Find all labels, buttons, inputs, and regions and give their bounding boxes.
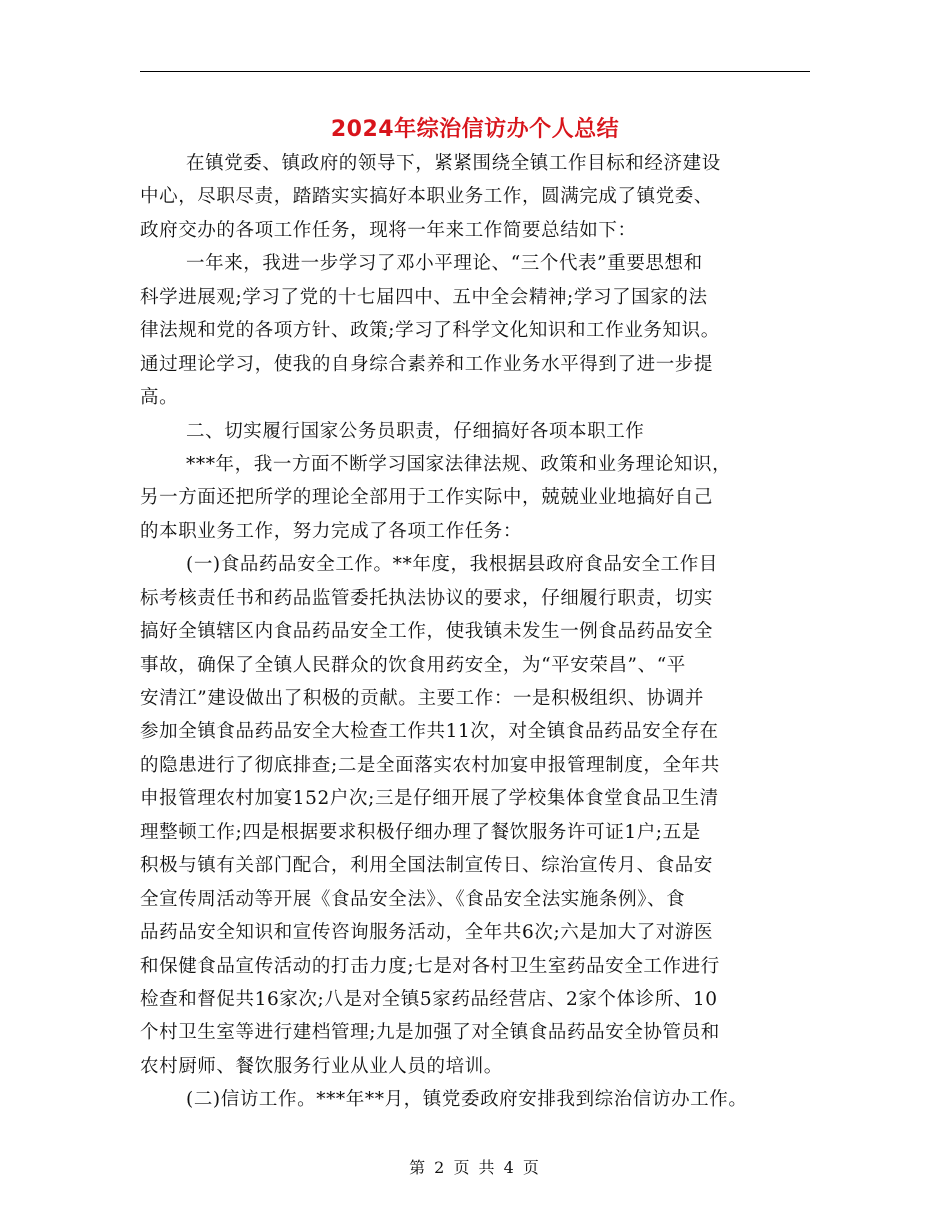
header-rule — [140, 71, 810, 72]
text-line: 事故，确保了全镇人民群众的饮食用药安全，为“平安荣昌”、“平 — [140, 654, 686, 676]
text-line: 二、切实履行国家公务员职责，仔细搞好各项本职工作 — [186, 420, 645, 442]
text-line: 中心，尽职尽责，踏踏实实搞好本职业务工作，圆满完成了镇党委、 — [140, 186, 714, 208]
text-line: ***年，我一方面不断学习国家法律法规、政策和业务理论知识， — [186, 453, 732, 475]
text-line: 检查和督促共16家次;八是对全镇5家药品经营店、2家个体诊所、10 — [140, 988, 718, 1010]
text-line: 通过理论学习，使我的自身综合素养和工作业务水平得到了进一步提 — [140, 353, 714, 375]
text-line: 在镇党委、镇政府的领导下，紧紧围绕全镇工作目标和经济建设 — [186, 153, 721, 174]
text-line: 搞好全镇辖区内食品药品安全工作，使我镇未发生一例食品药品安全 — [140, 621, 714, 643]
text-line: 安清江”建设做出了积极的贡献。主要工作：一是积极组织、协调并 — [140, 688, 704, 709]
text-line: 农村厨师、餐饮服务行业从业人员的培训。 — [140, 1055, 503, 1077]
document-title: 2024年综治信访办个人总结 — [330, 117, 620, 142]
text-line: 一年来，我进一步学习了邓小平理论、“三个代表”重要思想和 — [186, 253, 703, 275]
text-line: 全宣传周活动等开展《食品安全法》、《食品安全法实施条例》、食 — [140, 888, 686, 910]
text-line: 参加全镇食品药品安全大检查工作共11次，对全镇食品药品安全存在 — [140, 721, 719, 743]
text-line: 理整顿工作;四是根据要求积极仔细办理了餐饮服务许可证1户;五是 — [140, 821, 701, 843]
page-footer: 第 2 页 共 4 页 — [409, 1158, 541, 1177]
text-line: 政府交办的各项工作任务，现将一年来工作简要总结如下： — [140, 219, 637, 241]
text-line: 积极与镇有关部门配合，利用全国法制宣传日、综治宣传月、食品安 — [140, 855, 714, 877]
text-line: 个村卫生室等进行建档管理;九是加强了对全镇食品药品安全协管员和 — [140, 1022, 720, 1044]
text-line: 和保健食品宣传活动的打击力度;七是对各村卫生室药品安全工作进行 — [140, 955, 720, 977]
text-line: 的隐患进行了彻底排查;二是全面落实农村加宴申报管理制度，全年共 — [140, 754, 720, 776]
text-line: 品药品安全知识和宣传咨询服务活动，全年共6次;六是加大了对游医 — [140, 922, 714, 944]
text-line: 科学进展观;学习了党的十七届四中、五中全会精神;学习了国家的法 — [140, 286, 708, 308]
text-line: 另一方面还把所学的理论全部用于工作实际中，兢兢业业地搞好自己 — [140, 487, 714, 509]
text-line: (二)信访工作。***年**月，镇党委政府安排我到综治信访办工作。 — [186, 1089, 748, 1111]
text-line: 律法规和党的各项方针、政策;学习了科学文化知识和工作业务知识。 — [140, 320, 720, 342]
text-line: 高。 — [140, 387, 179, 409]
text-line: 标考核责任书和药品监管委托执法协议的要求，仔细履行职责，切实 — [140, 587, 714, 609]
text-line: 申报管理农村加宴152户次;三是仔细开展了学校集体食堂食品卫生清 — [140, 788, 719, 810]
text-line: (一)食品药品安全工作。**年度，我根据县政府食品安全工作目 — [186, 554, 718, 576]
document-body — [140, 147, 830, 1117]
text-line: 的本职业务工作，努力完成了各项工作任务： — [140, 520, 523, 542]
